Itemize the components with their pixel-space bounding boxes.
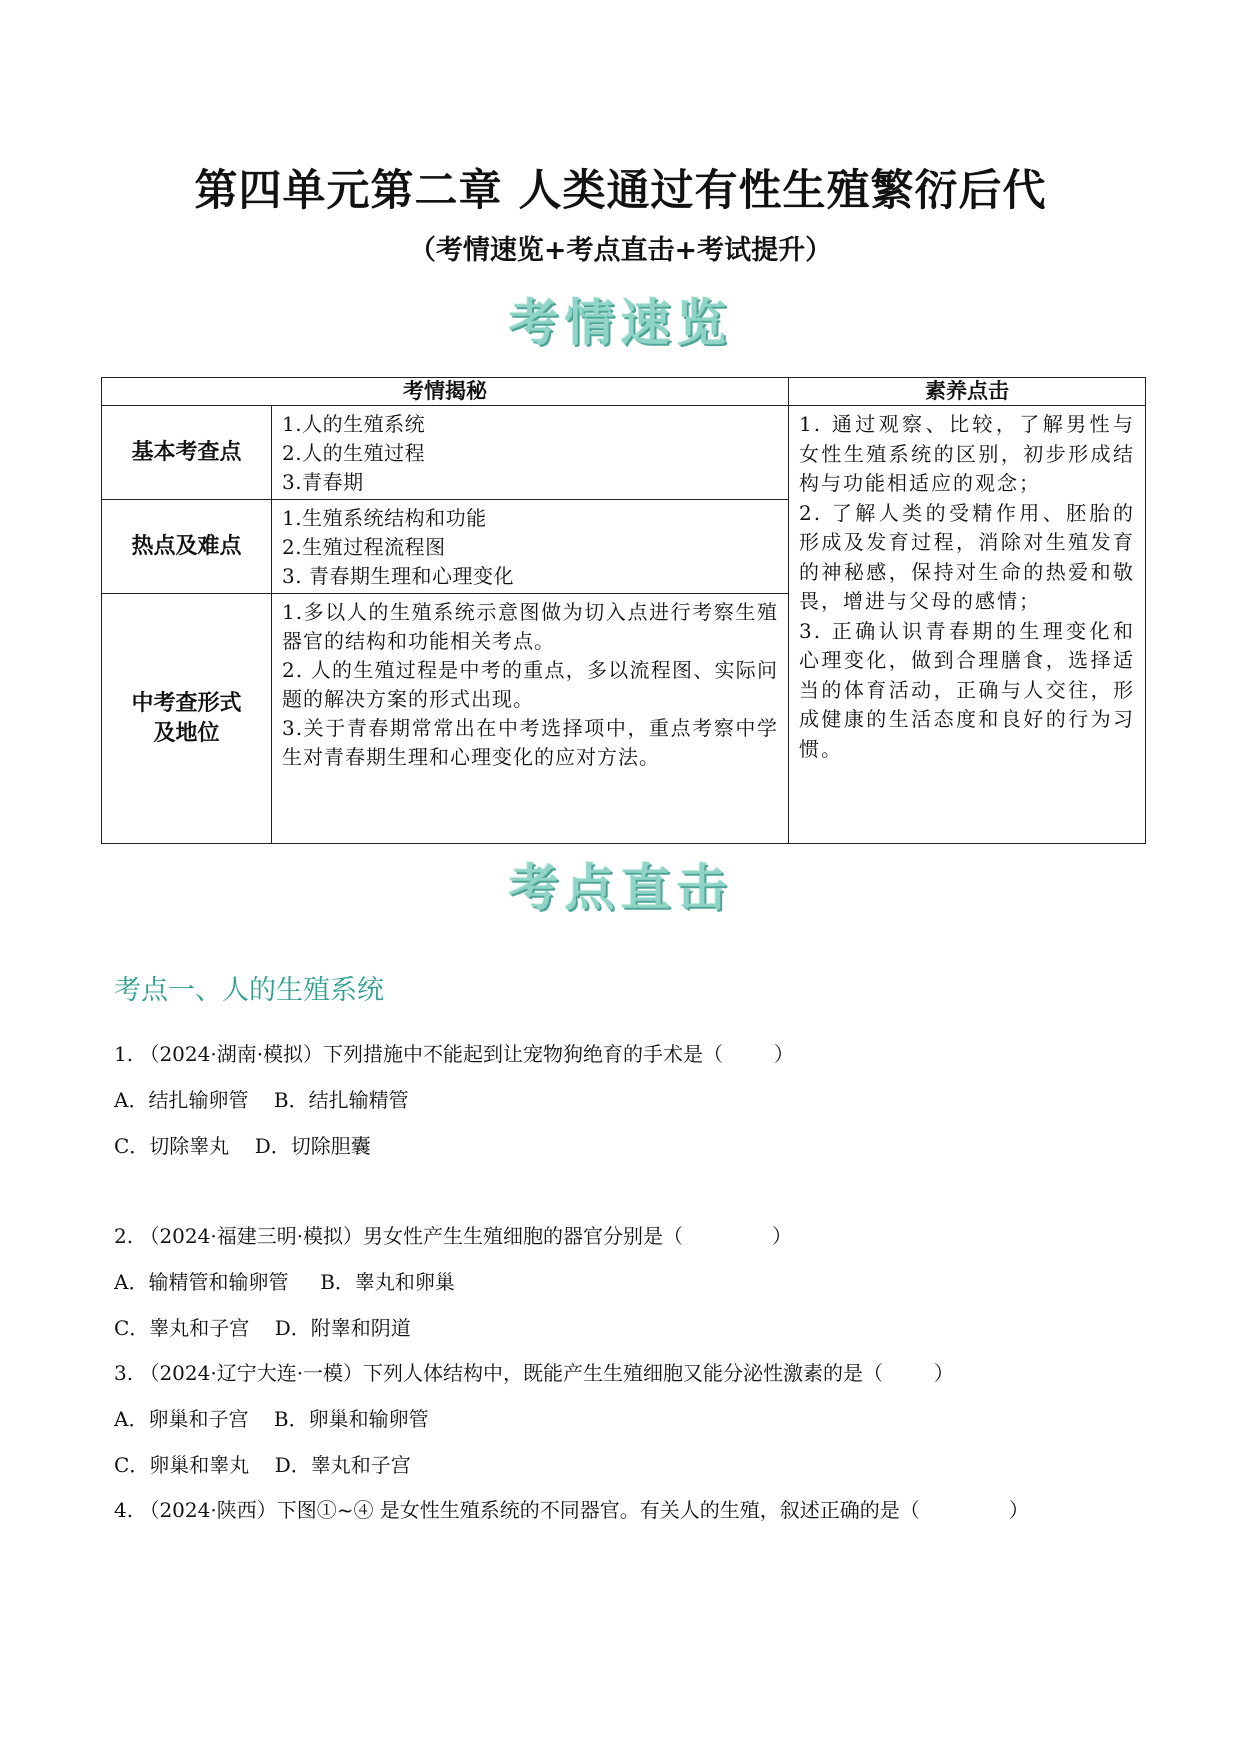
col-header-exam: 考情揭秘 [102,378,789,406]
question-3-options-cd: C．卵巢和睾丸 D．睾丸和子宫 [114,1453,411,1477]
question-2-options-ab: A．输精管和输卵管 B．睾丸和卵巢 [114,1270,455,1294]
row-label-form: 中考查形式 及地位 [102,594,272,844]
row-basic-line: 2.人的生殖过程 [282,441,426,465]
banner-keypoints: 考点直击 [508,858,733,917]
row-label-hotspot: 热点及难点 [102,500,272,594]
banner-overview: 考情速览 [508,293,733,352]
col-header-literacy: 素养点击 [789,378,1146,406]
literacy-text: 1. 通过观察、比较，了解男性与女性生殖系统的区别，初步形成结构与功能相适应的观念； 2. 了解人类的受精作用、胚胎的形成及发育过程，消除对生殖发育的神秘感，保持对生命的热爱和敬畏，增进与父母的感情； 3. 正确认识青春期的生理变化和心理变化，做到合理膳食，选择适当的体育活动，正确与人交往，形成健康的生活态度和良好的行为习惯。 [789,406,1146,844]
row-hotspot-line: 3. 青春期生理和心理变化 [282,564,514,588]
row-hotspot-line: 1.生殖系统结构和功能 [282,506,487,530]
question-1-options-cd: C．切除睾丸 D．切除胆囊 [114,1134,371,1158]
page-title: 第四单元第二章 人类通过有性生殖繁衍后代 [194,166,1047,216]
section-title: 考点一、人的生殖系统 [114,975,384,1006]
question-1-options-ab: A．结扎输卵管 B．结扎输精管 [114,1088,409,1112]
row-basic-line: 3.青春期 [282,470,364,494]
row-basic-content [272,406,789,500]
question-2-options-cd: C．睾丸和子宫 D．附睾和阴道 [114,1316,411,1340]
row-hotspot-line: 2.生殖过程流程图 [282,535,446,559]
question-2-stem: 2. （2024·福建三明·模拟）男女性产生生殖细胞的器官分别是（ ） [114,1224,793,1248]
row-basic-line: 1.人的生殖系统 [282,412,426,436]
question-1-stem: 1. （2024·湖南·模拟）下列措施中不能起到让宠物狗绝育的手术是（ ） [114,1042,794,1066]
page-subtitle: （考情速览+考点直击+考试提升） [408,235,833,266]
question-3-options-ab: A．卵巢和子宫 B．卵巢和输卵管 [114,1407,429,1431]
question-3-stem: 3. （2024·辽宁大连·一模）下列人体结构中，既能产生生殖细胞又能分泌性激素的是（ ） [114,1361,954,1385]
question-4-stem: 4. （2024·陕西）下图①~④ 是女性生殖系统的不同器官。有关人的生殖，叙述正确的是（ ） [114,1498,1029,1522]
exam-overview-table [101,377,1146,844]
row-label-basic: 基本考查点 [102,406,272,500]
row-form-content: 1.多以人的生殖系统示意图做为切入点进行考察生殖器官的结构和功能相关考点。 2. 人的生殖过程是中考的重点，多以流程图、实际问题的解决方案的形式出现。 3.关于青春期常常出在中考选择项中，重点考察中学生对青春期生理和心理变化的应对方法。 [272,594,789,844]
row-hotspot-content [272,500,789,594]
